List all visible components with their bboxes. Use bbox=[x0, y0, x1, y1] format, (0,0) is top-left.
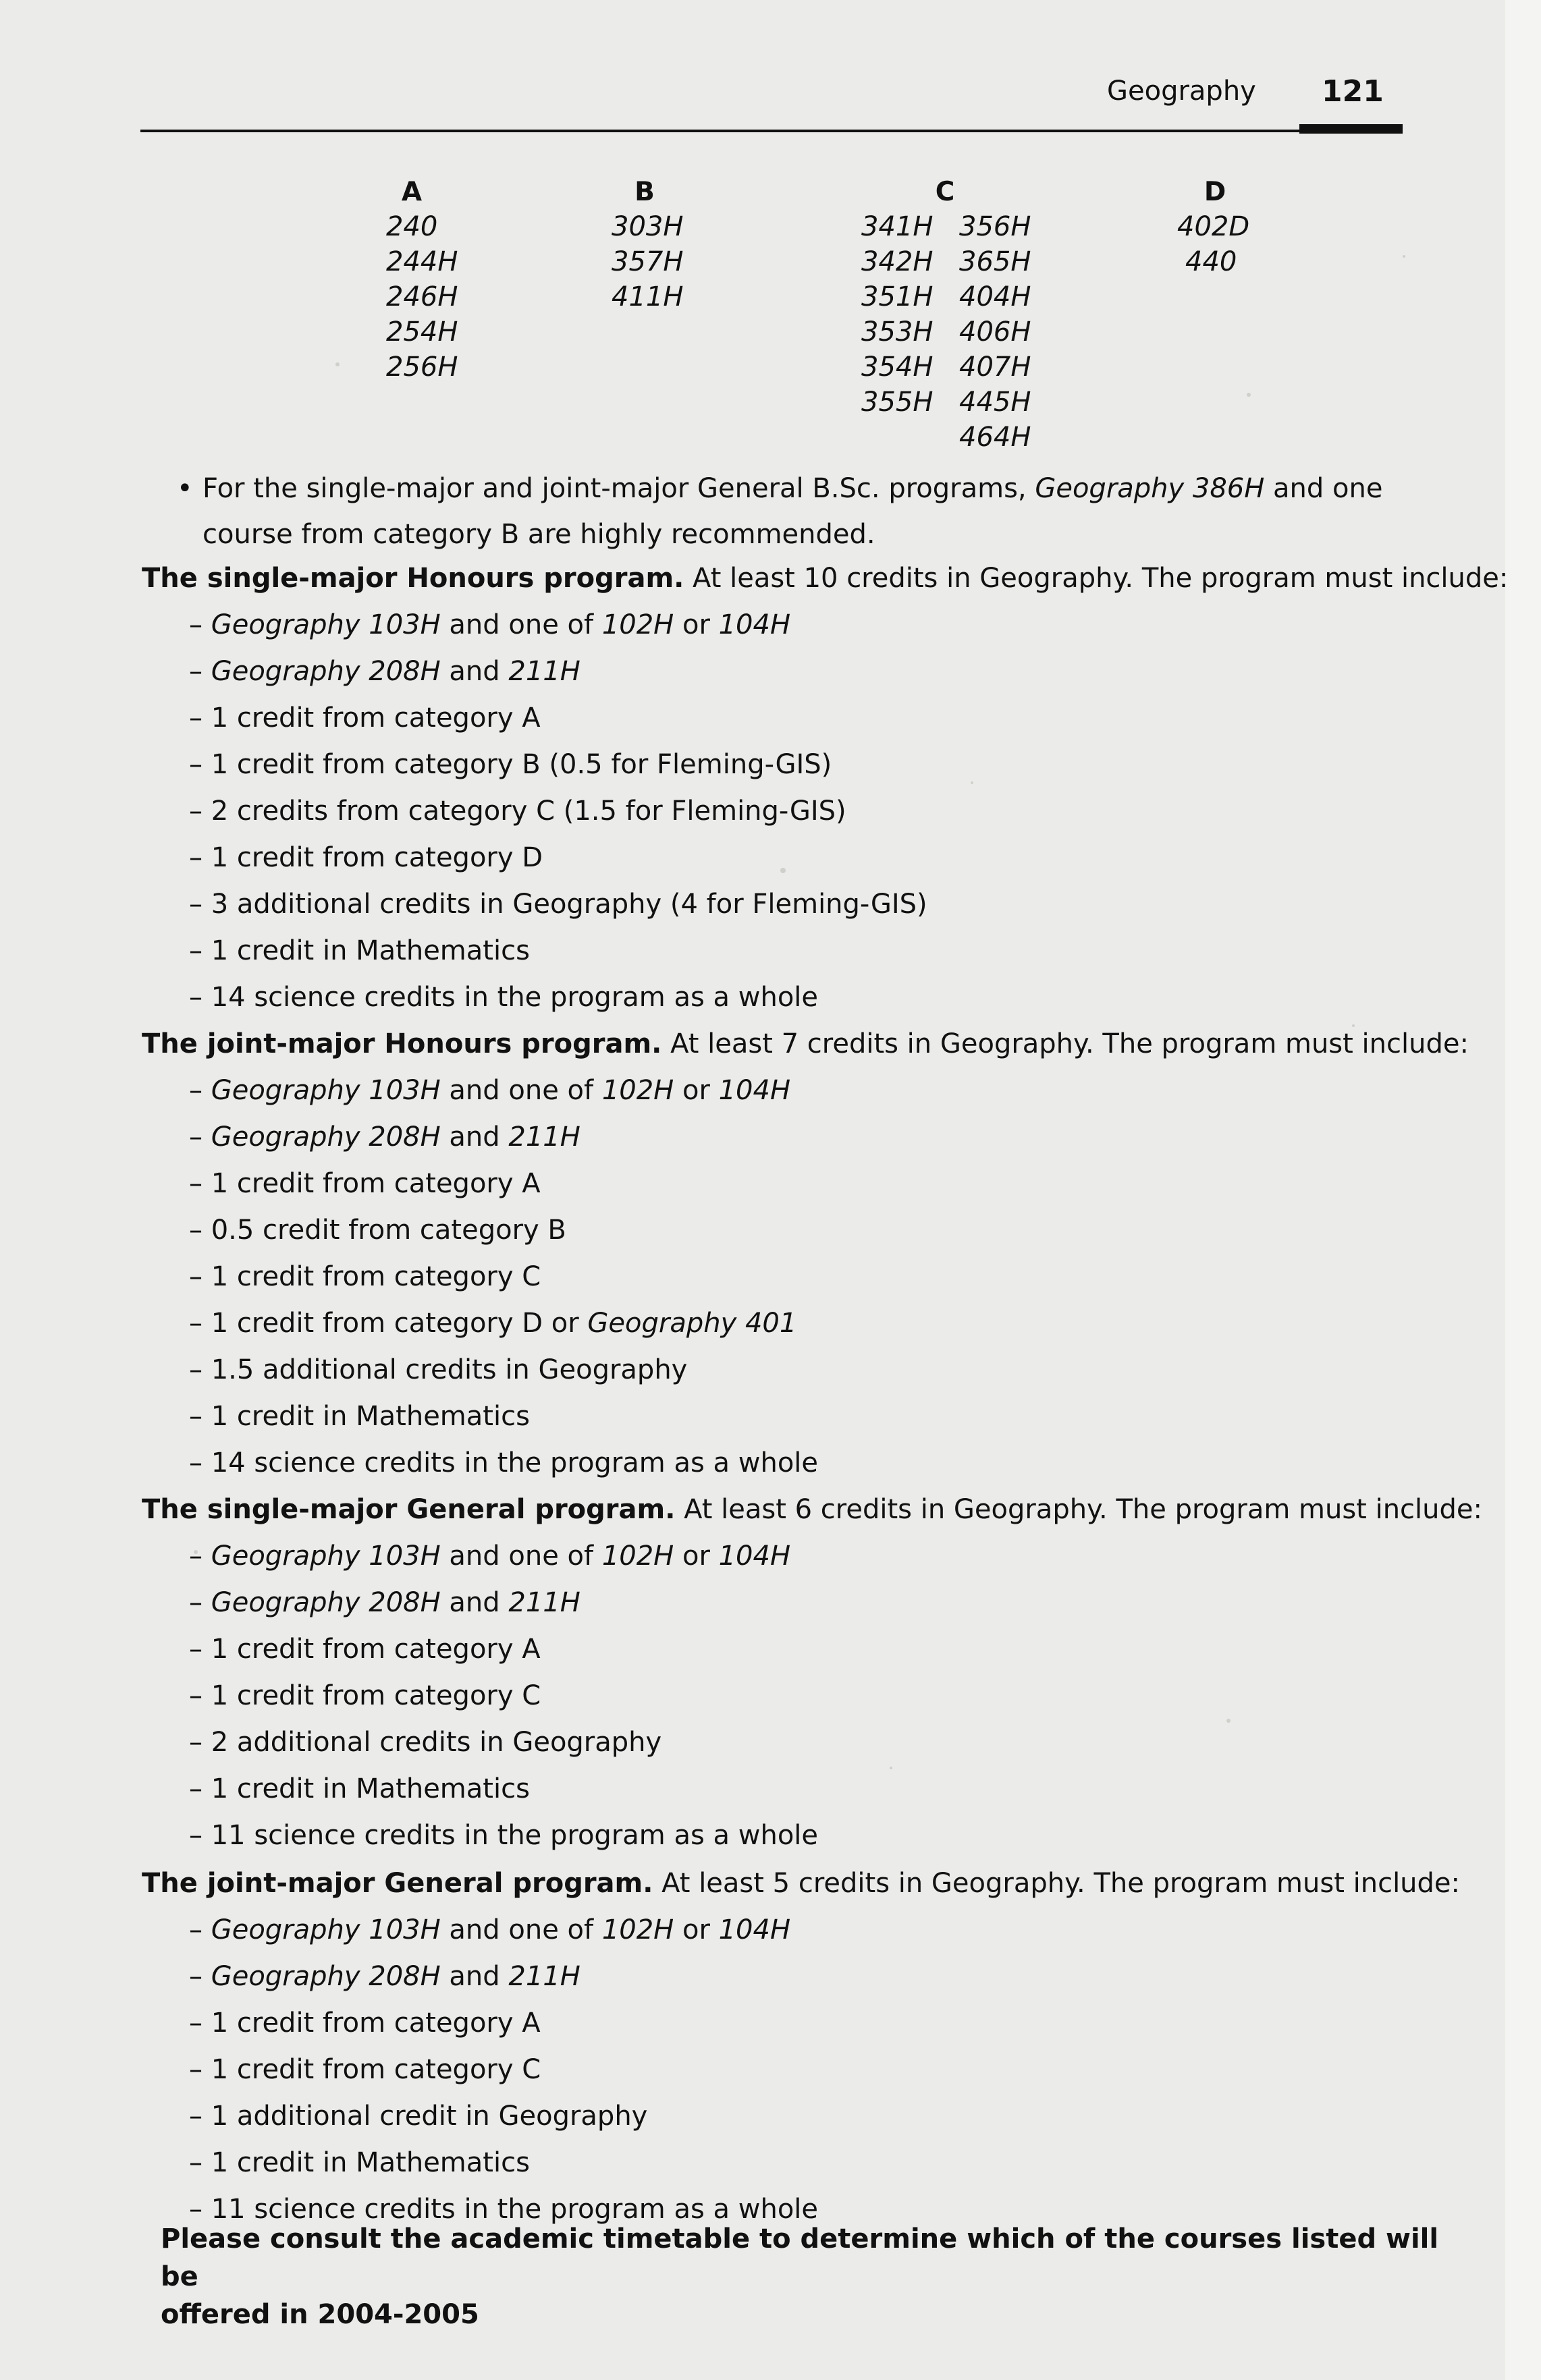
course-code: 246H bbox=[386, 281, 458, 312]
course-code: 404H bbox=[959, 281, 1031, 312]
requirement-item: – 3 additional credits in Geography (4 for Fleming-GIS) bbox=[189, 889, 927, 920]
course-code: 244H bbox=[386, 246, 458, 277]
course-code: 342H bbox=[861, 246, 934, 277]
requirement-item: – 11 science credits in the program as a whole bbox=[189, 2194, 819, 2225]
category-a-list bbox=[386, 209, 458, 385]
requirement-item: – 14 science credits in the program as a whole bbox=[189, 982, 819, 1013]
category-d-heading: D bbox=[1204, 177, 1226, 207]
requirement-item: – 1 credit from category C bbox=[189, 2054, 541, 2085]
requirement-item: – Geography 103H and one of 102H or 104H bbox=[189, 1541, 791, 1572]
requirement-item: – 1 additional credit in Geography bbox=[189, 2101, 648, 2132]
requirement-item: – 1 credit from category C bbox=[189, 1680, 541, 1711]
requirement-item: – Geography 208H and 211H bbox=[189, 1587, 580, 1618]
requirement-item: – 1 credit from category A bbox=[189, 2008, 541, 2039]
course-code: 355H bbox=[861, 387, 934, 418]
requirement-item: – 1 credit in Mathematics bbox=[189, 1773, 530, 1804]
notice-line-1: Please consult the academic timetable to determine which of the courses listed will be bbox=[161, 2223, 1439, 2292]
course-code: 406H bbox=[959, 316, 1031, 348]
bullet-icon: • bbox=[177, 473, 193, 504]
requirement-item: – 14 science credits in the program as a whole bbox=[189, 1447, 819, 1478]
course-code: 440 bbox=[1185, 246, 1237, 277]
requirement-item: – Geography 208H and 211H bbox=[189, 1122, 580, 1153]
requirement-item: – 1 credit from category D or Geography 401 bbox=[189, 1308, 797, 1339]
course-code: 445H bbox=[959, 387, 1031, 418]
course-code: 240 bbox=[386, 211, 438, 242]
program-intro: At least 7 credits in Geography. The program must include: bbox=[661, 1028, 1469, 1059]
program-intro: At least 6 credits in Geography. The program must include: bbox=[675, 1494, 1482, 1525]
program-title: The single-major General program. bbox=[142, 1494, 676, 1525]
course-code: 341H bbox=[861, 211, 934, 242]
page-number: 121 bbox=[1322, 74, 1384, 109]
course-code: 411H bbox=[612, 281, 684, 312]
requirement-item: – 1 credit in Mathematics bbox=[189, 935, 530, 966]
running-header-title: Geography bbox=[1107, 76, 1256, 107]
program-intro: At least 10 credits in Geography. The program must include: bbox=[684, 563, 1509, 594]
program-title: The single-major Honours program. bbox=[142, 563, 684, 594]
requirement-item: – Geography 208H and 211H bbox=[189, 1961, 580, 1992]
header-rule bbox=[140, 130, 1403, 132]
program-joint-major-general bbox=[142, 1860, 1461, 2233]
recommendation-note: • For the single-major and joint-major General B.Sc. programs, Geography 386H and one course from category B are highly recommended. bbox=[177, 466, 1419, 557]
course-code: 365H bbox=[959, 246, 1031, 277]
category-c-list-1 bbox=[861, 209, 933, 420]
category-b-list bbox=[612, 209, 683, 314]
requirement-item: – 1 credit in Mathematics bbox=[189, 2147, 530, 2178]
requirement-item: – Geography 208H and 211H bbox=[189, 656, 580, 687]
requirement-item: – 1 credit from category A bbox=[189, 702, 541, 734]
requirement-item: – 2 additional credits in Geography bbox=[189, 1727, 662, 1758]
category-c-list-2 bbox=[959, 209, 1031, 455]
program-single-major-honours bbox=[142, 555, 1509, 1021]
requirement-item: – 1 credit from category B (0.5 for Fleming-GIS) bbox=[189, 749, 832, 780]
requirement-item: – 1 credit from category A bbox=[189, 1634, 541, 1665]
course-code: 353H bbox=[861, 316, 934, 348]
requirement-item: – Geography 103H and one of 102H or 104H bbox=[189, 1075, 791, 1106]
timetable-notice bbox=[161, 2220, 1443, 2333]
program-title: The joint-major Honours program. bbox=[142, 1028, 662, 1059]
category-b-heading: B bbox=[634, 177, 655, 207]
program-title: The joint-major General program. bbox=[142, 1868, 653, 1899]
page-edge bbox=[1505, 0, 1541, 2380]
requirement-item: – 1 credit from category C bbox=[189, 1261, 541, 1292]
category-c-heading: C bbox=[935, 177, 955, 207]
course-code: 351H bbox=[861, 281, 934, 312]
requirement-item: – 1 credit from category D bbox=[189, 842, 543, 873]
requirement-item: – Geography 103H and one of 102H or 104H bbox=[189, 1914, 791, 1945]
program-joint-major-honours bbox=[142, 1021, 1469, 1487]
requirement-item: – 2 credits from category C (1.5 for Fleming-GIS) bbox=[189, 796, 846, 827]
course-code: 407H bbox=[959, 352, 1031, 383]
category-a-heading: A bbox=[401, 177, 423, 207]
course-code: 402D bbox=[1177, 211, 1250, 242]
program-single-major-general bbox=[142, 1487, 1482, 1859]
course-code: 303H bbox=[612, 211, 684, 242]
course-code: 254H bbox=[386, 316, 458, 348]
requirement-item: – 1.5 additional credits in Geography bbox=[189, 1354, 688, 1385]
requirement-item: – 0.5 credit from category B bbox=[189, 1215, 566, 1246]
course-code: 356H bbox=[959, 211, 1031, 242]
header-rule-accent bbox=[1299, 124, 1403, 134]
requirement-item: – Geography 103H and one of 102H or 104H bbox=[189, 609, 791, 640]
requirement-item: – 1 credit in Mathematics bbox=[189, 1401, 530, 1432]
course-code: 256H bbox=[386, 352, 458, 383]
requirement-item: – 11 science credits in the program as a whole bbox=[189, 1820, 819, 1851]
course-code: 357H bbox=[612, 246, 684, 277]
notice-line-2: offered in 2004-2005 bbox=[161, 2299, 479, 2330]
course-code: 354H bbox=[861, 352, 934, 383]
course-code: 464H bbox=[959, 422, 1031, 453]
program-intro: At least 5 credits in Geography. The program must include: bbox=[653, 1868, 1461, 1899]
requirement-item: – 1 credit from category A bbox=[189, 1168, 541, 1199]
category-d-list bbox=[1177, 209, 1249, 279]
